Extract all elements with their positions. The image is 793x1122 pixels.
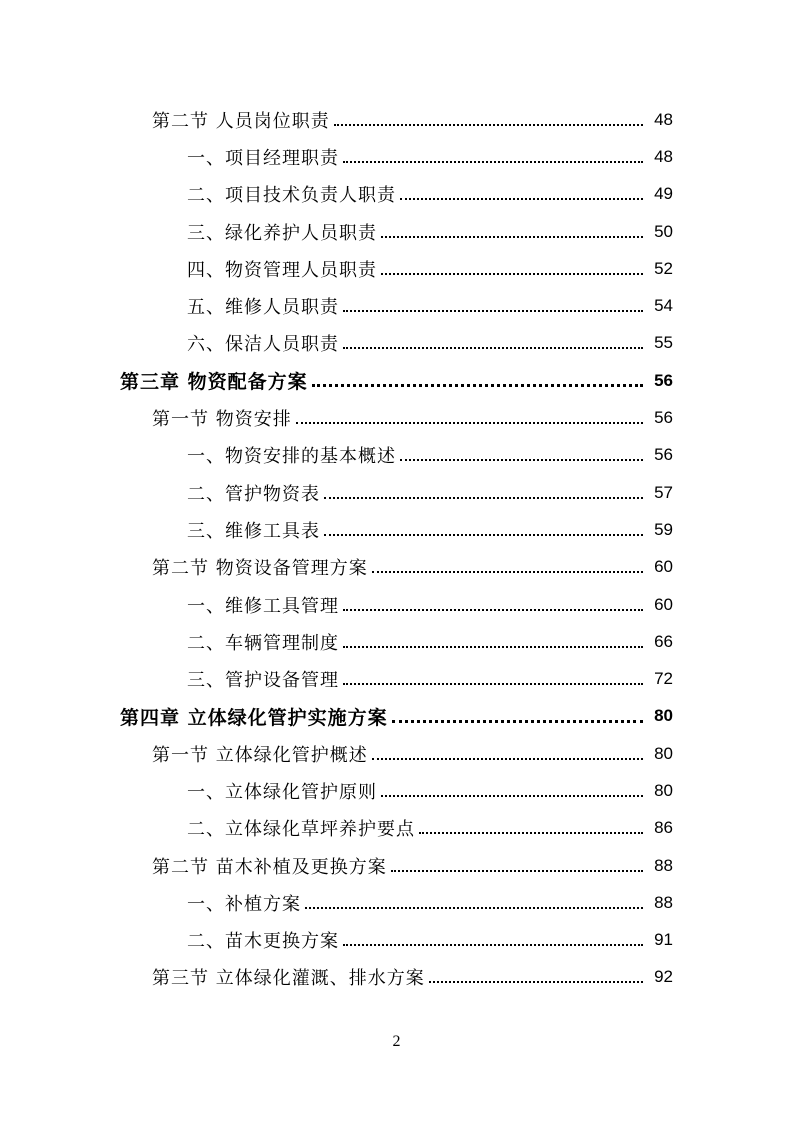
toc-entry-page: 80	[654, 780, 673, 800]
toc-entry-title: 第二节 人员岗位职责	[152, 110, 330, 132]
toc-entry-page: 50	[654, 221, 673, 241]
toc-chapter-entry[interactable]	[0, 362, 793, 399]
toc-entry-page: 59	[654, 519, 673, 539]
toc-subsection-entry[interactable]	[0, 437, 793, 474]
toc-entry-page: 60	[654, 557, 673, 577]
toc-dot-leader	[372, 758, 643, 760]
toc-dot-leader	[343, 347, 643, 349]
toc-subsection-entry[interactable]	[0, 660, 793, 697]
toc-dot-leader	[305, 907, 643, 909]
toc-entry-page: 86	[654, 818, 673, 838]
toc-entry-page: 88	[654, 892, 673, 912]
toc-subsection-entry[interactable]	[0, 586, 793, 623]
toc-entry-title: 一、补植方案	[187, 893, 301, 915]
toc-entry-page: 66	[654, 631, 673, 651]
toc-entry-page: 56	[654, 370, 673, 390]
toc-entry-title: 二、立体绿化草坪养护要点	[187, 819, 415, 841]
toc-entry-title: 第二节 物资设备管理方案	[152, 558, 368, 580]
toc-entry-title: 第一节 立体绿化管护概述	[152, 744, 368, 766]
toc-entry-page: 52	[654, 258, 673, 278]
toc-dot-leader	[324, 497, 643, 499]
toc-entry-page: 55	[654, 333, 673, 353]
toc-section-entry[interactable]	[0, 399, 793, 436]
toc-entry-title: 二、项目技术负责人职责	[187, 185, 396, 207]
toc-entry-page: 72	[654, 669, 673, 689]
toc-section-entry[interactable]	[0, 735, 793, 772]
toc-dot-leader	[391, 870, 643, 872]
toc-subsection-entry[interactable]	[0, 511, 793, 548]
toc-entry-page: 88	[654, 855, 673, 875]
toc-entry-page: 80	[654, 743, 673, 763]
toc-entry-title: 第二节 苗木补植及更换方案	[152, 856, 387, 878]
toc-entry-title: 三、绿化养护人员职责	[187, 222, 377, 244]
toc-entry-title: 二、管护物资表	[187, 483, 320, 505]
toc-entry-page: 92	[654, 967, 673, 987]
toc-entry-title: 六、保洁人员职责	[187, 334, 339, 356]
toc-subsection-entry[interactable]	[0, 922, 793, 959]
toc-dot-leader	[392, 720, 643, 723]
toc-entry-page: 49	[654, 184, 673, 204]
toc-subsection-entry[interactable]	[0, 287, 793, 324]
toc-entry-title: 四、物资管理人员职责	[187, 259, 377, 281]
toc-dot-leader	[381, 236, 643, 238]
toc-entry-title: 三、维修工具表	[187, 520, 320, 542]
toc-dot-leader	[334, 124, 643, 126]
toc-chapter-entry[interactable]	[0, 698, 793, 735]
toc-subsection-entry[interactable]	[0, 138, 793, 175]
toc-dot-leader	[324, 534, 643, 536]
toc-subsection-entry[interactable]	[0, 772, 793, 809]
toc-dot-leader	[400, 198, 643, 200]
toc-dot-leader	[296, 422, 643, 424]
toc-entry-title: 二、车辆管理制度	[187, 632, 339, 654]
toc-dot-leader	[343, 944, 643, 946]
toc-section-entry[interactable]	[0, 847, 793, 884]
toc-subsection-entry[interactable]	[0, 250, 793, 287]
toc-dot-leader	[372, 571, 643, 573]
toc-subsection-entry[interactable]	[0, 810, 793, 847]
toc-dot-leader	[419, 832, 643, 834]
toc-entry-title: 一、物资安排的基本概述	[187, 446, 396, 468]
toc-entry-page: 56	[654, 445, 673, 465]
toc-subsection-entry[interactable]	[0, 623, 793, 660]
toc-entry-page: 48	[654, 146, 673, 166]
toc-entry-title: 一、立体绿化管护原则	[187, 781, 377, 803]
toc-dot-leader	[381, 273, 643, 275]
toc-dot-leader	[429, 981, 643, 983]
toc-dot-leader	[343, 609, 643, 611]
toc-subsection-entry[interactable]	[0, 213, 793, 250]
toc-dot-leader	[400, 459, 643, 461]
toc-subsection-entry[interactable]	[0, 176, 793, 213]
toc-entry-page: 56	[654, 408, 673, 428]
toc-dot-leader	[312, 384, 643, 387]
toc-dot-leader	[343, 683, 643, 685]
toc-subsection-entry[interactable]	[0, 884, 793, 921]
toc-entry-page: 57	[654, 482, 673, 502]
toc-dot-leader	[343, 646, 643, 648]
toc-entry-page: 48	[654, 109, 673, 129]
toc-entry-title: 第一节 物资安排	[152, 409, 292, 431]
toc-entry-title: 三、管护设备管理	[187, 670, 339, 692]
toc-entry-page: 91	[654, 930, 673, 950]
toc-entry-title: 一、维修工具管理	[187, 595, 339, 617]
toc-section-entry[interactable]	[0, 959, 793, 996]
toc-entry-title: 第四章 立体绿化管护实施方案	[120, 706, 388, 729]
toc-section-entry[interactable]	[0, 101, 793, 138]
toc-entry-title: 二、苗木更换方案	[187, 931, 339, 953]
page-number: 2	[392, 1033, 401, 1050]
toc-entry-title: 五、维修人员职责	[187, 297, 339, 319]
toc-subsection-entry[interactable]	[0, 325, 793, 362]
toc-dot-leader	[381, 795, 643, 797]
table-of-contents	[0, 101, 793, 996]
toc-entry-page: 60	[654, 594, 673, 614]
toc-entry-title: 第三章 物资配备方案	[120, 371, 308, 394]
toc-dot-leader	[343, 310, 643, 312]
toc-entry-page: 54	[654, 296, 673, 316]
toc-entry-title: 一、项目经理职责	[187, 147, 339, 169]
toc-entry-title: 第三节 立体绿化灌溉、排水方案	[152, 968, 425, 990]
toc-dot-leader	[343, 161, 643, 163]
toc-subsection-entry[interactable]	[0, 474, 793, 511]
toc-entry-page: 80	[654, 706, 673, 726]
toc-section-entry[interactable]	[0, 549, 793, 586]
